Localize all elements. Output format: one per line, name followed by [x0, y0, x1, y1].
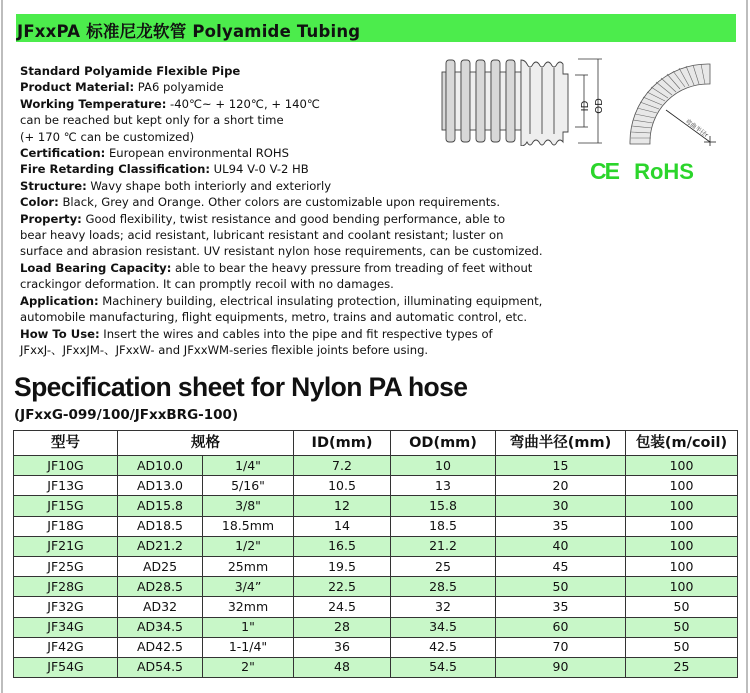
description-line — [20, 326, 580, 342]
cell-od: 10 — [391, 456, 496, 476]
cell-id: 7.2 — [294, 456, 391, 476]
column-header-model: 型号 — [14, 431, 118, 456]
cell-ad-size: AD28.5 — [118, 577, 203, 597]
table-header-row — [14, 431, 738, 456]
cell-ad-size: AD25 — [118, 556, 203, 576]
description-text: -40℃~ + 120℃, + 140℃ — [166, 96, 320, 111]
cell-od: 25 — [391, 556, 496, 576]
spec-sheet-subtitle: (JFxxG-099/100/JFxxBRG-100) — [14, 407, 239, 423]
cell-packing: 100 — [626, 536, 738, 556]
description-text: PA6 polyamide — [134, 80, 224, 95]
spec-table-body — [14, 456, 738, 678]
cell-od: 28.5 — [391, 577, 496, 597]
cell-bend-radius: 20 — [496, 476, 626, 496]
description-line — [20, 211, 580, 227]
cell-id: 16.5 — [294, 536, 391, 556]
description-label: Product Material: — [20, 80, 135, 95]
cell-inch-size: 32mm — [203, 597, 294, 617]
corrugated-tube-icon — [430, 56, 720, 146]
cell-id: 36 — [294, 637, 391, 657]
description-text: European environmental ROHS — [105, 146, 289, 161]
cell-inch-size: 3/8" — [203, 496, 294, 516]
cell-id: 28 — [294, 617, 391, 637]
table-row — [14, 597, 738, 617]
description-label: Color: — [20, 195, 59, 210]
cell-packing: 100 — [626, 556, 738, 576]
cell-od: 42.5 — [391, 637, 496, 657]
cell-ad-size: AD42.5 — [118, 637, 203, 657]
column-header-bend-radius: 弯曲半径(mm) — [496, 431, 626, 456]
table-row — [14, 577, 738, 597]
cell-id: 24.5 — [294, 597, 391, 617]
cell-bend-radius: 50 — [496, 577, 626, 597]
cell-od: 13 — [391, 476, 496, 496]
cell-od: 32 — [391, 597, 496, 617]
description-text: able to bear the heavy pressure from treading of feet without — [171, 260, 533, 275]
cell-model: JF10G — [14, 456, 118, 476]
cell-model: JF42G — [14, 637, 118, 657]
cell-od: 54.5 — [391, 657, 496, 677]
description-line — [20, 227, 580, 243]
column-header-id: ID(mm) — [294, 431, 391, 456]
cell-inch-size: 3/4” — [203, 577, 294, 597]
description-line — [20, 161, 580, 177]
cell-inch-size: 1-1/4" — [203, 637, 294, 657]
description-line — [20, 145, 580, 161]
cell-inch-size: 5/16" — [203, 476, 294, 496]
cell-model: JF25G — [14, 556, 118, 576]
cell-ad-size: AD34.5 — [118, 617, 203, 637]
page-title: JFxxPA 标准尼龙软管 Polyamide Tubing — [17, 22, 361, 41]
description-line — [20, 194, 580, 210]
description-text: surface and abrasion resistant. UV resistant nylon hose requirements, can be customized. — [20, 244, 543, 259]
cell-packing: 100 — [626, 456, 738, 476]
cell-bend-radius: 60 — [496, 617, 626, 637]
spec-sheet-title: Specification sheet for Nylon PA hose — [14, 372, 468, 402]
ce-mark-icon: CE — [590, 158, 618, 184]
table-row — [14, 617, 738, 637]
description-line — [20, 243, 580, 259]
cell-bend-radius: 30 — [496, 496, 626, 516]
rohs-mark-icon: RoHS — [634, 159, 694, 184]
cell-ad-size: AD54.5 — [118, 657, 203, 677]
cell-model: JF18G — [14, 516, 118, 536]
cell-model: JF32G — [14, 597, 118, 617]
description-text: Wavy shape both interiorly and exteriorly — [86, 178, 332, 193]
title-bar — [16, 14, 736, 42]
cell-model: JF21G — [14, 536, 118, 556]
id-label: ID — [580, 100, 591, 112]
cell-packing: 100 — [626, 577, 738, 597]
cell-id: 12 — [294, 496, 391, 516]
table-row — [14, 496, 738, 516]
cell-inch-size: 1/2" — [203, 536, 294, 556]
table-row — [14, 536, 738, 556]
cell-model: JF34G — [14, 617, 118, 637]
description-line — [20, 276, 580, 292]
description-line — [20, 178, 580, 194]
cell-id: 14 — [294, 516, 391, 536]
column-header-spec: 规格 — [118, 431, 294, 456]
bend-radius-label: 弯曲半径r — [683, 117, 710, 140]
description-text: crackingor deformation. It can promptly recoil with no damages. — [20, 277, 394, 292]
cell-od: 21.2 — [391, 536, 496, 556]
cell-ad-size: AD15.8 — [118, 496, 203, 516]
description-text: Machinery building, electrical insulating protection, illuminating equipment, — [98, 293, 543, 308]
description-label: Structure: — [20, 178, 87, 193]
cell-inch-size: 2" — [203, 657, 294, 677]
cell-model: JF15G — [14, 496, 118, 516]
spec-table — [13, 430, 738, 678]
od-label: OD — [594, 98, 605, 114]
cell-packing: 100 — [626, 496, 738, 516]
cell-packing: 50 — [626, 617, 738, 637]
table-row — [14, 476, 738, 496]
description-text: UL94 V-0 V-2 HB — [210, 162, 309, 177]
cell-ad-size: AD18.5 — [118, 516, 203, 536]
description-text: JFxxJ-、JFxxJM-、JFxxW- and JFxxWM-series flexible joints before using. — [20, 342, 429, 357]
description-label: Property: — [20, 211, 82, 226]
cell-id: 22.5 — [294, 577, 391, 597]
cell-ad-size: AD13.0 — [118, 476, 203, 496]
cell-id: 48 — [294, 657, 391, 677]
page-border-right — [746, 0, 748, 693]
cell-bend-radius: 35 — [496, 516, 626, 536]
description-label: Certification: — [20, 146, 106, 161]
cell-model: JF54G — [14, 657, 118, 677]
cell-bend-radius: 15 — [496, 456, 626, 476]
certification-logos — [590, 158, 694, 185]
tube-diagram — [430, 56, 720, 146]
cell-inch-size: 1" — [203, 617, 294, 637]
table-row — [14, 657, 738, 677]
description-text: Insert the wires and cables into the pipe and fit respective types of — [99, 326, 493, 341]
cell-id: 10.5 — [294, 476, 391, 496]
cell-bend-radius: 45 — [496, 556, 626, 576]
description-line — [20, 309, 580, 325]
description-text: Good flexibility, twist resistance and good bending performance, able to — [81, 211, 506, 226]
cell-packing: 100 — [626, 516, 738, 536]
description-text: automobile manufacturing, flight equipments, metro, trains and automatic control, etc. — [20, 310, 528, 325]
cell-bend-radius: 90 — [496, 657, 626, 677]
table-row — [14, 556, 738, 576]
column-header-od: OD(mm) — [391, 431, 496, 456]
cell-od: 15.8 — [391, 496, 496, 516]
column-header-packing: 包装(m/coil) — [626, 431, 738, 456]
description-line — [20, 260, 580, 276]
description-text: can be reached but kept only for a short time — [20, 113, 284, 128]
cell-inch-size: 25mm — [203, 556, 294, 576]
description-text: bear heavy loads; acid resistant, lubricant resistant and coolant resistant; luster on — [20, 228, 504, 243]
cell-ad-size: AD10.0 — [118, 456, 203, 476]
description-label: Fire Retarding Classification: — [20, 162, 210, 177]
cell-packing: 100 — [626, 476, 738, 496]
table-row — [14, 516, 738, 536]
table-row — [14, 456, 738, 476]
cell-packing: 25 — [626, 657, 738, 677]
cell-ad-size: AD32 — [118, 597, 203, 617]
cell-bend-radius: 40 — [496, 536, 626, 556]
description-line — [20, 293, 580, 309]
description-label: Load Bearing Capacity: — [20, 260, 172, 275]
description-text: (+ 170 ℃ can be customized) — [20, 129, 195, 144]
page-border-left — [1, 0, 3, 693]
cell-bend-radius: 35 — [496, 597, 626, 617]
cell-id: 19.5 — [294, 556, 391, 576]
cell-model: JF28G — [14, 577, 118, 597]
table-row — [14, 637, 738, 657]
description-line — [20, 342, 580, 358]
cell-od: 18.5 — [391, 516, 496, 536]
cell-od: 34.5 — [391, 617, 496, 637]
cell-packing: 50 — [626, 637, 738, 657]
cell-ad-size: AD21.2 — [118, 536, 203, 556]
description-text: Black, Grey and Orange. Other colors are customizable upon requirements. — [58, 195, 500, 210]
cell-model: JF13G — [14, 476, 118, 496]
cell-packing: 50 — [626, 597, 738, 617]
cell-inch-size: 1/4" — [203, 456, 294, 476]
description-heading: Standard Polyamide Flexible Pipe — [20, 64, 241, 78]
cell-bend-radius: 70 — [496, 637, 626, 657]
description-label: How To Use: — [20, 326, 100, 341]
description-label: Application: — [20, 293, 99, 308]
description-label: Working Temperature: — [20, 96, 167, 111]
cell-inch-size: 18.5mm — [203, 516, 294, 536]
